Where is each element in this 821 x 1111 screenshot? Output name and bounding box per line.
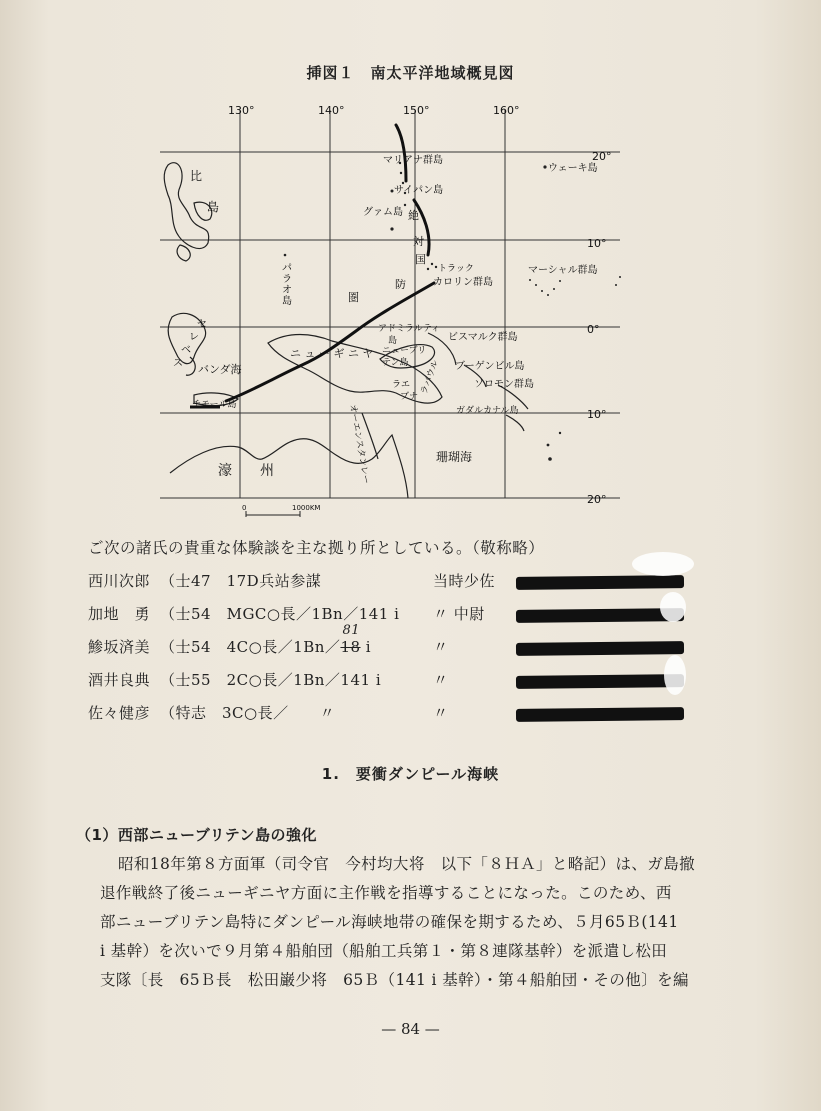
inserted-number: 81 [342, 623, 360, 638]
label-saipan: サイパン島 [394, 185, 444, 196]
paragraph-line: 部ニューブリテン島特にダンピール海峡地帯の確保を期するため、５月65Ｂ(141 [100, 913, 679, 931]
struck-number: 18 [340, 638, 361, 656]
paragraph-line: i 基幹）を次いで９月第４船舶団（船舶工兵第１・第８連隊基幹）を派遣し松田 [100, 942, 668, 960]
scale-zero: 0 [242, 504, 247, 512]
paragraph-line: 支隊〔長 65Ｂ長 松田巌少将 65Ｂ（141 i 基幹）・第４船舶団・その他〕を編 [100, 971, 689, 989]
label-buna: ブナ [400, 392, 419, 402]
label-banda: バンダ海 [198, 363, 242, 376]
person-detail-text: （士54 4C○長／1Bn／ [160, 638, 341, 656]
person-rank: 〃 中尉 [433, 605, 485, 623]
paragraph-line: 昭和18年第８方面軍（司令官 今村均大将 以下「８ＨＡ」と略記）は、ガ島撤 [118, 855, 696, 873]
label-bismarck: ビスマルク群島 [448, 332, 518, 343]
lon-label: 130° [228, 104, 255, 117]
person-name: 佐々健彦 [88, 704, 151, 722]
person-name: 鯵坂済美 [88, 638, 151, 656]
person-rank: 〃 [433, 704, 449, 722]
label-marshall: マーシャル群島 [528, 265, 598, 276]
lat-label: 20° [592, 150, 612, 163]
label-guadalcanal: ガダルカナル島 [456, 406, 519, 416]
scale-km: 1000KM [292, 504, 321, 512]
lon-label: 160° [493, 104, 520, 117]
lat-label: 10° [587, 237, 607, 250]
list-item [88, 698, 708, 731]
label-palau: 島 [282, 296, 292, 307]
label-palau: パ [282, 263, 292, 274]
person-detail: （士47 17D兵站参謀 [160, 572, 322, 590]
redaction-bar [516, 674, 684, 689]
page-number: — 84 — [381, 1020, 440, 1038]
lon-label: 150° [403, 104, 430, 117]
person-detail: （士54 MGC○長／1Bn／141 i [160, 605, 400, 623]
label-wake: ウェーキ島 [548, 163, 598, 174]
redaction-bar [516, 575, 684, 590]
redaction-bar [516, 707, 684, 722]
subsection-heading: （1）西部ニューブリテン島の強化 [76, 826, 318, 844]
paragraph-line: 退作戦終了後ニューギニヤ方面に主作戦を指導することになった。このため、西 [100, 884, 672, 902]
person-detail [160, 623, 372, 657]
label-celebes: ス [173, 358, 183, 369]
list-item [88, 665, 708, 698]
person-name: 加地 勇 [88, 605, 151, 623]
label-owen-stanley: オーエンスタンレー [347, 403, 371, 485]
label-newbritain: ニューブリ [382, 346, 427, 356]
label-palau: ラ [282, 274, 292, 285]
intro-text: ご次の諸氏の貴重な体験談を主な拠り所としている。（敬称略） [88, 539, 545, 557]
label-admiralty: 島 [388, 336, 398, 346]
body-paragraph [100, 850, 700, 995]
lat-label: 10° [587, 408, 607, 421]
label-hi: 比 [190, 169, 203, 183]
correction-blotch [660, 592, 686, 622]
label-tai: 対 [413, 235, 424, 248]
interviewee-list [88, 566, 708, 731]
south-pacific-map [150, 95, 630, 525]
person-rank: 当時少佐 [433, 572, 496, 590]
label-caroline: カロリン群島 [433, 277, 493, 288]
handwritten-correction [340, 623, 361, 656]
label-lae: ラエ [392, 380, 411, 390]
label-bougainville: ブーゲンビル島 [455, 361, 525, 372]
section-heading: 1. 要衝ダンピール海峡 [321, 765, 500, 783]
label-newbritain: テン島 [382, 358, 409, 368]
label-newguinea: ニ ュ ー ギ ニ ヤ [290, 347, 374, 360]
correction-blotch [664, 655, 686, 695]
label-kokubou1: 国 [415, 253, 426, 266]
list-item [88, 599, 708, 632]
person-detail: （特志 3C○長／ 〃 [160, 704, 336, 722]
person-rank: 〃 [433, 638, 449, 656]
unit-suffix: i [360, 638, 372, 656]
label-zetsu: 絶 [408, 209, 419, 222]
label-australia: 濠 州 [218, 463, 274, 479]
label-rabaul: ラバウル [419, 359, 442, 397]
redaction-bar [516, 641, 684, 656]
label-truk: トラック [438, 264, 474, 274]
person-rank: 〃 [433, 671, 449, 689]
label-solomon: ソロモン群島 [474, 379, 534, 390]
label-timor: チモール島 [192, 400, 237, 410]
label-admiralty: アドミラルティ [378, 324, 441, 334]
label-celebes: ベ [181, 345, 191, 356]
lat-label: 0° [587, 323, 600, 336]
label-palau: オ [282, 285, 292, 296]
person-name: 西川次郎 [88, 572, 151, 590]
label-mariana: マリアナ群島 [383, 155, 443, 166]
list-item [88, 623, 708, 665]
label-ken: 圏 [348, 291, 359, 304]
list-item [88, 566, 708, 599]
redaction-bar [516, 608, 684, 623]
person-detail: （士55 2C○長／1Bn／141 i [160, 671, 382, 689]
figure-title: 挿図１ 南太平洋地域概見図 [306, 64, 515, 82]
label-kokubou2: 防 [395, 278, 406, 291]
label-celebes: レ [189, 332, 199, 343]
lat-label: 20° [587, 493, 607, 506]
label-guam: グァム島 [363, 207, 403, 218]
correction-blotch [632, 552, 694, 576]
label-celebes: セ [197, 319, 207, 330]
label-shima: 島 [207, 200, 220, 214]
label-coral-sea: 珊瑚海 [436, 450, 473, 464]
lon-label: 140° [318, 104, 345, 117]
person-name: 酒井良典 [88, 671, 151, 689]
